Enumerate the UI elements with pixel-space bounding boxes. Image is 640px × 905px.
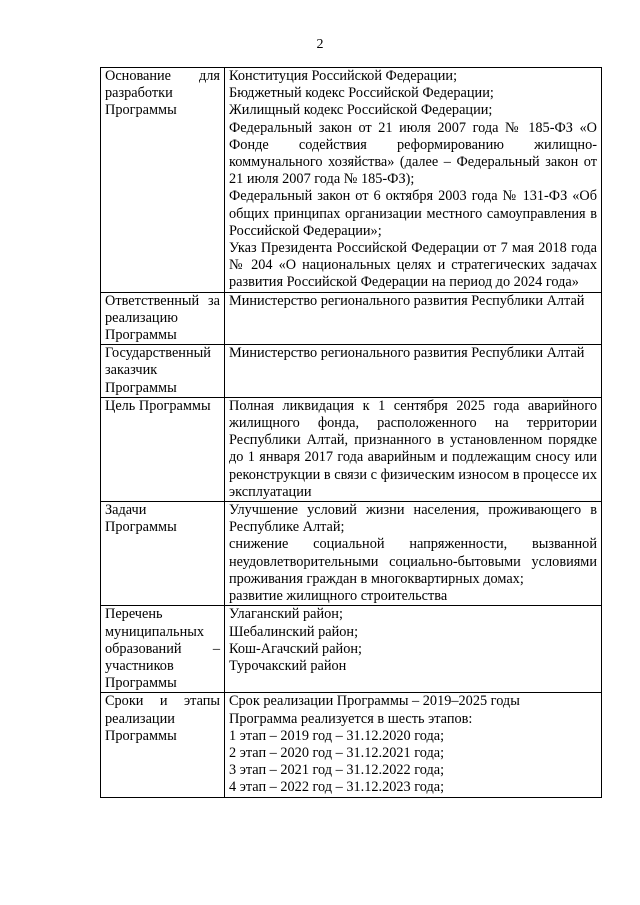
table-row-municipalities xyxy=(101,606,602,693)
table-row-responsible xyxy=(101,292,602,345)
page-number: 2 xyxy=(316,37,324,52)
program-passport-table xyxy=(100,67,602,798)
value-line: Бюджетный кодекс Российской Федерации; xyxy=(229,85,494,102)
value-line: 1 этап – 2019 год – 31.12.2020 года; xyxy=(229,727,445,744)
table-row-goal xyxy=(101,397,602,501)
value-line: Указ Президента Российской Федерации от 7 мая 2018 года № 204 «О национальных целях и стратегических задачах развития Российской Федерации на период до 2024 года» xyxy=(229,240,597,291)
table-row-tasks xyxy=(101,502,602,606)
table-row-terms xyxy=(101,693,602,797)
row-label: Ответственный за реализацию Программы xyxy=(101,292,225,345)
value-line: снижение социальной напряженности, вызванной неудовлетворительными социально-бытовыми условиями проживания граждан в многоквартирных домах; xyxy=(229,536,597,587)
value-line: Министерство регионального развития Республики Алтай xyxy=(229,292,585,309)
value-line: Шебалинский район; xyxy=(229,623,359,640)
row-value xyxy=(225,68,602,293)
value-line: Федеральный закон от 21 июля 2007 года № 185-ФЗ «О Фонде содействия реформированию жилищно-коммунального хозяйства» (далее – Федеральный закон от 21 июля 2007 года № 185-ФЗ); xyxy=(229,119,597,188)
value-line: Министерство регионального развития Республики Алтай xyxy=(229,345,585,362)
value-line: Кош-Агачский район; xyxy=(229,640,362,657)
row-label: Основание для разработки Программы xyxy=(101,68,225,293)
row-label: Перечень муниципальных образований – участников Программы xyxy=(101,606,225,693)
row-label: Сроки и этапы реализации Программы xyxy=(101,693,225,797)
value-line: Срок реализации Программы – 2019–2025 годы xyxy=(229,693,520,710)
value-line: Конституция Российской Федерации; xyxy=(229,68,458,84)
value-line: 3 этап – 2021 год – 31.12.2022 года; xyxy=(229,762,445,779)
value-line: 4 этап – 2022 год – 31.12.2023 года; xyxy=(229,779,445,796)
row-value xyxy=(225,397,602,501)
row-value xyxy=(225,502,602,606)
value-line: Федеральный закон от 6 октября 2003 года № 131-ФЗ «Об общих принципах организации местного самоуправления в Российской Федерации»; xyxy=(229,188,597,239)
table-row-basis xyxy=(101,68,602,293)
row-value xyxy=(225,292,602,345)
value-line: Программа реализуется в шесть этапов: xyxy=(229,710,473,727)
value-line: Турочакский район xyxy=(229,657,347,674)
value-line: 2 этап – 2020 год – 31.12.2021 года; xyxy=(229,744,445,761)
value-line: Жилищный кодекс Российской Федерации; xyxy=(229,102,493,119)
row-value xyxy=(225,693,602,797)
row-label: Цель Программы xyxy=(101,397,225,501)
value-line: Полная ликвидация к 1 сентября 2025 года аварийного жилищного фонда, расположенного на территории Республики Алтай, признанного в установленном порядке до 1 января 2017 года аварийным и подлежащим сносу или реконструкции в связи с физическим износом в процессе их эксплуатации xyxy=(229,397,597,500)
value-line: Улучшение условий жизни населения, проживающего в Республике Алтай; xyxy=(229,502,597,536)
row-value xyxy=(225,345,602,398)
value-line: Улаганский район; xyxy=(229,606,343,623)
value-line: развитие жилищного строительства xyxy=(229,588,448,605)
row-value xyxy=(225,606,602,693)
row-label: Государственный заказчик Программы xyxy=(101,345,225,398)
table-row-customer xyxy=(101,345,602,398)
row-label: Задачи Программы xyxy=(101,502,225,606)
